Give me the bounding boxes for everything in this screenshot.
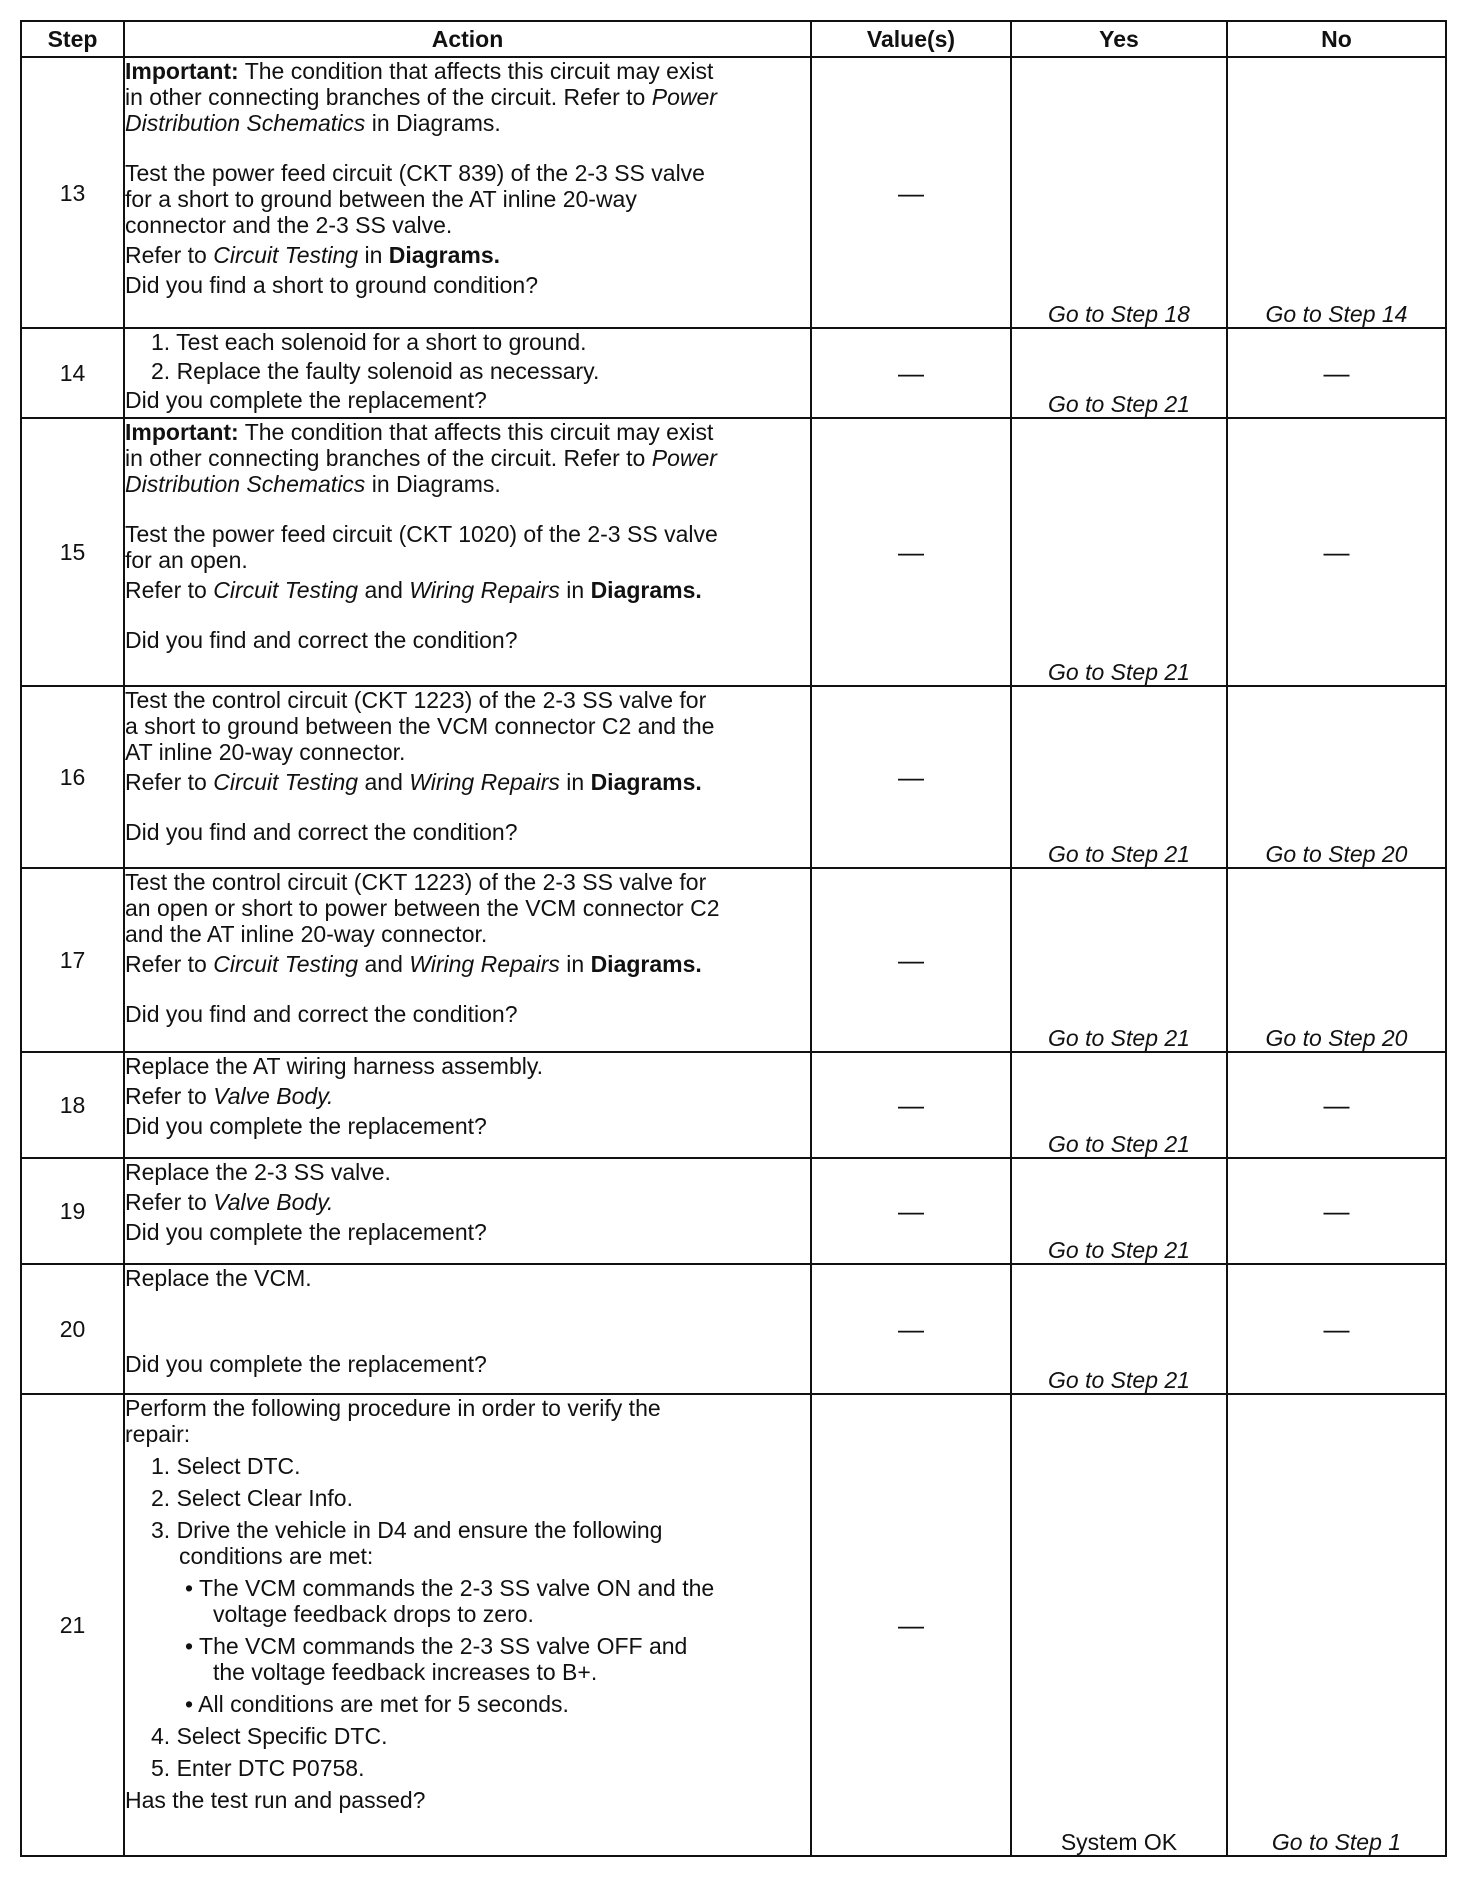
step-number: 14 — [21, 328, 124, 418]
refer-to: Refer to — [125, 242, 214, 268]
link-circuit-testing[interactable]: Circuit Testing — [213, 577, 359, 603]
list-item: 2. Replace the faulty solenoid as necessary. — [151, 358, 600, 384]
action-text: Test the control circuit (CKT 1223) of the 2-3 SS valve for — [125, 687, 707, 713]
value-cell: — — [811, 1052, 1011, 1158]
table-row — [21, 1394, 1446, 1856]
list-item: conditions are met: — [179, 1543, 374, 1569]
value-cell: — — [811, 868, 1011, 1052]
action-text: Replace the AT wiring harness assembly. — [125, 1053, 544, 1079]
step-number: 18 — [21, 1052, 124, 1158]
action-text: connector and the 2-3 SS valve. — [125, 212, 453, 238]
yes-cell[interactable]: Go to Step 21 — [1011, 418, 1227, 686]
action-text: for a short to ground between the AT inline 20-way — [125, 186, 637, 212]
yes-cell[interactable]: Go to Step 18 — [1011, 57, 1227, 328]
question-text: Has the test run and passed? — [125, 1787, 426, 1813]
link-circuit-testing[interactable]: Circuit Testing — [213, 242, 359, 268]
link-power-distribution[interactable]: Distribution Schematics — [125, 471, 366, 497]
action-text: Test the power feed circuit (CKT 1020) of the 2-3 SS valve — [125, 521, 718, 547]
action-text: Replace the VCM. — [125, 1265, 312, 1291]
list-item: 1. Test each solenoid for a short to ground. — [151, 329, 587, 355]
step-number: 17 — [21, 868, 124, 1052]
value-cell: — — [811, 1158, 1011, 1264]
yes-cell[interactable]: System OK — [1011, 1394, 1227, 1856]
question-text: Did you find and correct the condition? — [125, 819, 518, 845]
step-number: 19 — [21, 1158, 124, 1264]
action-text: an open or short to power between the VCM connector C2 — [125, 895, 720, 921]
link-valve-body[interactable]: Valve Body. — [213, 1189, 334, 1215]
no-cell: — — [1227, 328, 1446, 418]
question-text: Did you find a short to ground condition? — [125, 272, 538, 298]
link-diagrams[interactable]: Diagrams. — [590, 769, 702, 795]
header-values: Value(s) — [811, 21, 1011, 57]
question-text: Did you complete the replacement? — [125, 1219, 487, 1245]
table-row — [21, 868, 1446, 1052]
question-text: Did you find and correct the condition? — [125, 627, 518, 653]
link-wiring-repairs[interactable]: Wiring Repairs — [409, 577, 560, 603]
link-valve-body[interactable]: Valve Body. — [213, 1083, 334, 1109]
action-text: repair: — [125, 1421, 191, 1447]
action-cell — [124, 686, 811, 868]
value-cell: — — [811, 418, 1011, 686]
yes-cell[interactable]: Go to Step 21 — [1011, 868, 1227, 1052]
link-diagrams[interactable]: Diagrams. — [388, 242, 500, 268]
bullet-item: • All conditions are met for 5 seconds. — [185, 1691, 569, 1717]
important-text: in other connecting branches of the circuit. Refer to — [125, 445, 652, 471]
value-cell: — — [811, 1264, 1011, 1394]
and-text: and — [358, 577, 410, 603]
link-power-distribution[interactable]: Power — [651, 84, 717, 110]
value-cell: — — [811, 57, 1011, 328]
bullet-item: • The VCM commands the 2-3 SS valve OFF and — [185, 1633, 688, 1659]
action-text: for an open. — [125, 547, 248, 573]
link-circuit-testing[interactable]: Circuit Testing — [213, 951, 359, 977]
action-cell — [124, 1158, 811, 1264]
action-text: Test the control circuit (CKT 1223) of the 2-3 SS valve for — [125, 869, 707, 895]
list-item: 5. Enter DTC P0758. — [151, 1755, 365, 1781]
table-row — [21, 418, 1446, 686]
bullet-item: • The VCM commands the 2-3 SS valve ON and the — [185, 1575, 715, 1601]
action-text: a short to ground between the VCM connector C2 and the — [125, 713, 715, 739]
important-label: Important: — [125, 58, 239, 84]
important-text: The condition that affects this circuit may exist — [238, 419, 714, 445]
diagnostic-table — [20, 20, 1447, 1857]
header-no: No — [1227, 21, 1446, 57]
header-step: Step — [21, 21, 124, 57]
header-action: Action — [124, 21, 811, 57]
action-text: Test the power feed circuit (CKT 839) of the 2-3 SS valve — [125, 160, 705, 186]
action-cell — [124, 1394, 811, 1856]
table-row — [21, 686, 1446, 868]
in-text: in — [559, 769, 591, 795]
no-cell: — — [1227, 1052, 1446, 1158]
important-text: The condition that affects this circuit may exist — [238, 58, 714, 84]
step-number: 20 — [21, 1264, 124, 1394]
action-cell — [124, 1264, 811, 1394]
in-text: in — [358, 242, 389, 268]
no-cell: — — [1227, 1264, 1446, 1394]
table-row — [21, 57, 1446, 328]
step-number: 21 — [21, 1394, 124, 1856]
list-item: 4. Select Specific DTC. — [151, 1723, 388, 1749]
list-item: 1. Select DTC. — [151, 1453, 301, 1479]
refer-to: Refer to — [125, 769, 214, 795]
in-text: in — [559, 951, 591, 977]
link-power-distribution[interactable]: Distribution Schematics — [125, 110, 366, 136]
step-number: 15 — [21, 418, 124, 686]
yes-cell[interactable]: Go to Step 21 — [1011, 686, 1227, 868]
link-power-distribution[interactable]: Power — [651, 445, 717, 471]
action-cell — [124, 57, 811, 328]
action-cell — [124, 328, 811, 418]
in-diagrams: in Diagrams. — [365, 471, 501, 497]
action-text: AT inline 20-way connector. — [125, 739, 406, 765]
yes-cell[interactable]: Go to Step 21 — [1011, 1264, 1227, 1394]
action-cell — [124, 868, 811, 1052]
no-cell[interactable]: Go to Step 14 — [1227, 57, 1446, 328]
link-circuit-testing[interactable]: Circuit Testing — [213, 769, 359, 795]
list-item: 2. Select Clear Info. — [151, 1485, 353, 1511]
link-wiring-repairs[interactable]: Wiring Repairs — [409, 769, 560, 795]
action-cell — [124, 418, 811, 686]
no-cell: — — [1227, 418, 1446, 686]
in-diagrams: in Diagrams. — [365, 110, 501, 136]
no-cell[interactable]: Go to Step 20 — [1227, 686, 1446, 868]
refer-to: Refer to — [125, 951, 214, 977]
yes-cell[interactable]: Go to Step 21 — [1011, 1052, 1227, 1158]
question-text: Did you find and correct the condition? — [125, 1001, 518, 1027]
important-text: in other connecting branches of the circuit. Refer to — [125, 84, 652, 110]
table-row — [21, 1052, 1446, 1158]
value-cell: — — [811, 686, 1011, 868]
important-label: Important: — [125, 419, 239, 445]
yes-cell[interactable]: Go to Step 21 — [1011, 328, 1227, 418]
link-wiring-repairs[interactable]: Wiring Repairs — [409, 951, 560, 977]
link-diagrams[interactable]: Diagrams. — [590, 951, 702, 977]
link-diagrams[interactable]: Diagrams. — [590, 577, 702, 603]
bullet-item: the voltage feedback increases to B+. — [213, 1659, 598, 1685]
no-cell: — — [1227, 1158, 1446, 1264]
question-text: Did you complete the replacement? — [125, 387, 487, 413]
question-text: Did you complete the replacement? — [125, 1351, 487, 1377]
and-text: and — [358, 769, 410, 795]
header-row — [21, 21, 1446, 57]
action-text: and the AT inline 20-way connector. — [125, 921, 488, 947]
action-cell — [124, 1052, 811, 1158]
value-cell: — — [811, 1394, 1011, 1856]
value-cell: — — [811, 328, 1011, 418]
table-row — [21, 328, 1446, 418]
no-cell[interactable]: Go to Step 1 — [1227, 1394, 1446, 1856]
refer-to: Refer to — [125, 1189, 214, 1215]
bullet-item: voltage feedback drops to zero. — [213, 1601, 534, 1627]
action-text: Replace the 2-3 SS valve. — [125, 1159, 391, 1185]
question-text: Did you complete the replacement? — [125, 1113, 487, 1139]
table-row — [21, 1264, 1446, 1394]
refer-to: Refer to — [125, 1083, 214, 1109]
list-item: 3. Drive the vehicle in D4 and ensure the following — [151, 1517, 663, 1543]
table-row — [21, 1158, 1446, 1264]
action-text: Perform the following procedure in order to verify the — [125, 1395, 661, 1421]
in-text: in — [559, 577, 591, 603]
yes-cell[interactable]: Go to Step 21 — [1011, 1158, 1227, 1264]
step-number: 13 — [21, 57, 124, 328]
no-cell[interactable]: Go to Step 20 — [1227, 868, 1446, 1052]
and-text: and — [358, 951, 410, 977]
refer-to: Refer to — [125, 577, 214, 603]
step-number: 16 — [21, 686, 124, 868]
header-yes: Yes — [1011, 21, 1227, 57]
